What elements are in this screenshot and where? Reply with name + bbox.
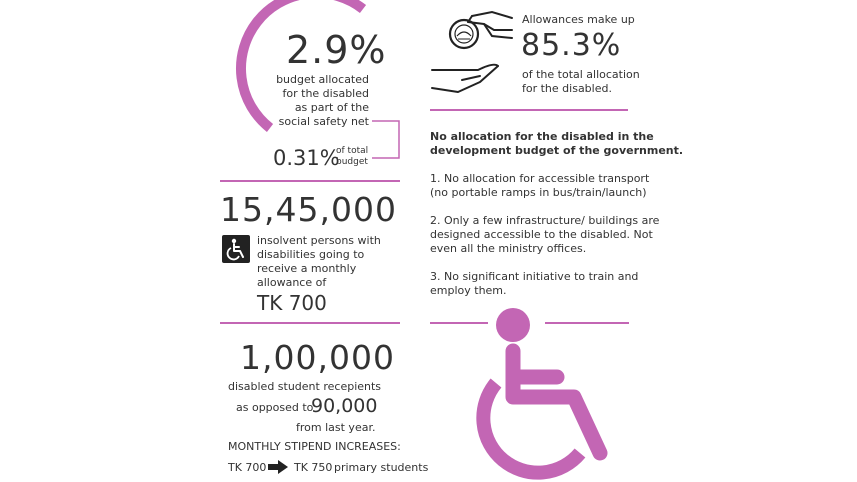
stipend-to: TK 750 <box>294 461 333 474</box>
budget-desc-line: for the disabled <box>282 87 369 100</box>
allowances-desc <box>522 68 640 96</box>
stipend-from: TK 700 <box>228 461 267 474</box>
student-line1: disabled student recepients <box>228 380 382 393</box>
budget-percent: 2.9% <box>286 28 387 72</box>
hands-coin-icon <box>428 8 518 96</box>
sub-desc-line: of total <box>336 146 369 156</box>
point-line: even all the ministry offices. <box>430 242 587 255</box>
allowances-intro: Allowances make up <box>522 13 635 26</box>
insolvent-desc-line: allowance of <box>257 276 327 289</box>
budget-desc-line: budget allocated <box>276 73 369 86</box>
development-point-2 <box>430 214 659 256</box>
budget-desc-line: as part of the <box>294 101 369 114</box>
student-count: 1,00,000 <box>240 338 395 377</box>
point-line: designed accessible to the disabled. Not <box>430 228 653 241</box>
stipend-heading: MONTHLY STIPEND INCREASES: <box>228 440 401 453</box>
insolvent-desc-line: receive a monthly <box>257 262 357 275</box>
divider <box>220 180 400 182</box>
arrow-right-icon <box>268 460 288 474</box>
point-line: 3. No significant initiative to train and <box>430 270 639 283</box>
budget-desc-line: social safety net <box>278 115 369 128</box>
sub-desc-line: budget <box>336 157 368 167</box>
previous-count: 90,000 <box>311 395 378 417</box>
insolvent-count: 15,45,000 <box>220 190 397 229</box>
development-heading <box>430 130 683 158</box>
allowance-amount: TK 700 <box>257 291 327 315</box>
student-line2: as opposed to <box>236 401 314 414</box>
point-line: 1. No allocation for accessible transport <box>430 172 650 185</box>
wheelchair-large-icon <box>462 305 632 482</box>
allowances-desc-line: for the disabled. <box>522 82 612 95</box>
development-heading-line: development budget of the government. <box>430 144 684 157</box>
point-line: 2. Only a few infrastructure/ buildings are <box>430 214 660 227</box>
divider <box>430 109 628 111</box>
point-line: employ them. <box>430 284 507 297</box>
insolvent-desc-line: disabilities going to <box>257 248 365 261</box>
point-line: (no portable ramps in bus/train/launch) <box>430 186 647 199</box>
insolvent-desc <box>257 234 381 290</box>
development-point-3 <box>430 270 638 298</box>
student-line3: from last year. <box>296 421 376 434</box>
insolvent-desc-line: insolvent persons with <box>257 234 381 247</box>
divider <box>220 322 400 324</box>
sub-percent-desc <box>336 146 368 168</box>
stipend-category: primary students <box>334 461 429 474</box>
development-heading-line: No allocation for the disabled in the <box>430 130 654 143</box>
allowances-desc-line: of the total allocation <box>522 68 640 81</box>
allowances-percent: 85.3% <box>521 28 622 63</box>
sub-percent: 0.31% <box>273 146 340 170</box>
wheelchair-icon <box>222 235 250 263</box>
development-point-1 <box>430 172 649 200</box>
budget-desc <box>260 73 369 129</box>
bracket-connector <box>370 118 404 162</box>
